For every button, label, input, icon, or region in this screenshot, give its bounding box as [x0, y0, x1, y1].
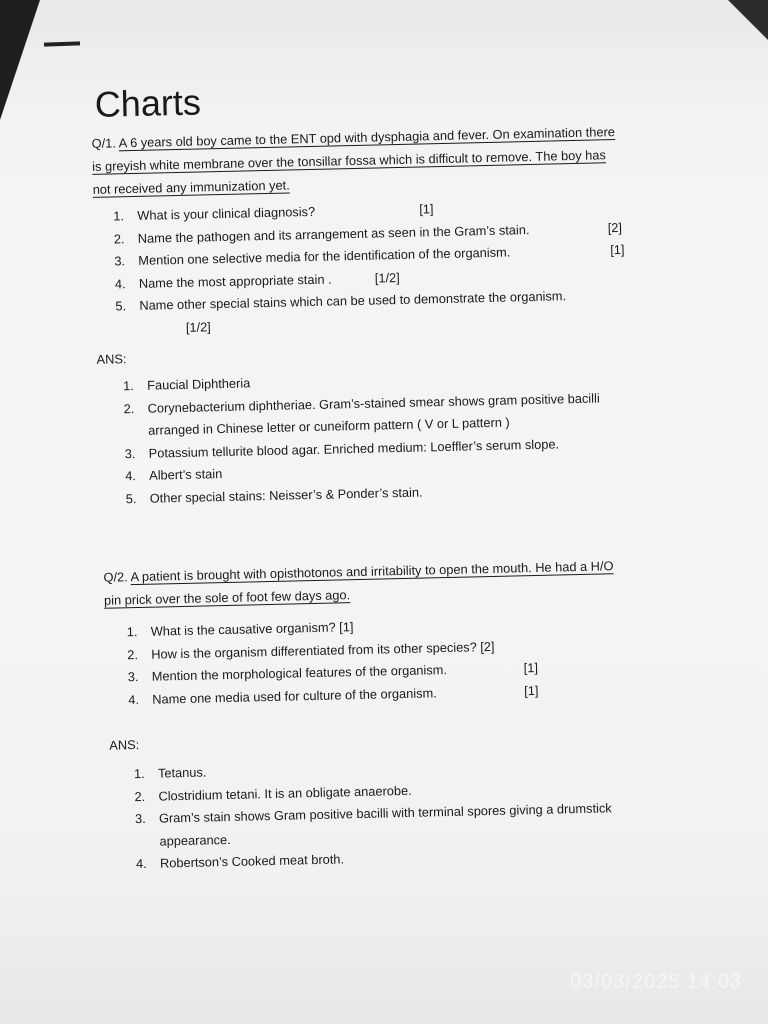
pen-mark: [44, 41, 80, 46]
list-item: appearance.: [159, 831, 231, 849]
q2-questions: [126, 613, 539, 711]
list-item: 2. Corynebacterium diphtheriae. Gram’s-stained smear shows gram positive bacilli: [123, 389, 600, 416]
background-corner-right: [728, 0, 768, 40]
list-item: [1/2]: [185, 318, 211, 335]
list-item: 3. Mention the morphological features of the organism. [1]: [127, 659, 539, 685]
list-item: 2. How is the organism differentiated from its other species? [2]: [127, 638, 495, 662]
q1-line3: not received any immunization yet.: [92, 177, 290, 197]
q1-ans-label: ANS:: [96, 351, 127, 367]
list-item: arranged in Chinese letter or cuneiform pattern ( V or L pattern ): [148, 414, 510, 438]
q2-line2: pin prick over the sole of foot few days ago.: [103, 587, 351, 608]
list-item: 1. What is your clinical diagnosis? [1]: [113, 201, 434, 224]
q2-ans-label: ANS:: [109, 737, 140, 753]
list-item: 3. Mention one selective media for the identification of the organism. [1]: [114, 241, 625, 269]
q1-label: Q/1.: [91, 135, 117, 151]
list-item: 4. Robertson’s Cooked meat broth.: [135, 851, 345, 872]
list-item: 4. Albert’s stain: [125, 466, 223, 484]
q1-line2: is greyish white membrane over the tonsillar fossa which is difficult to remove. The boy has: [92, 147, 607, 174]
q2-line1: A patient is brought with opisthotonos and irritability to open the mouth. He had a H/O: [130, 558, 614, 585]
list-item: 5. Other special stains: Neisser’s & Ponder’s stain.: [125, 484, 423, 506]
q2-label: Q/2.: [103, 569, 128, 585]
list-item: 3. Potassium tellurite blood agar. Enriched medium: Loeffler’s serum slope.: [124, 435, 560, 461]
q2-text: [103, 553, 684, 612]
list-item: 5. Name other special stains which can be used to demonstrate the organism.: [115, 288, 567, 314]
list-item: 1. What is the causative organism? [1]: [126, 619, 354, 640]
page-title: Charts: [94, 81, 202, 125]
list-item: 4. Name the most appropriate stain . [1/2]: [114, 269, 400, 291]
list-item: 3. Gram’s stain shows Gram positive bacilli with terminal spores giving a drumstick: [134, 800, 612, 827]
q2-answers: [134, 752, 613, 875]
list-item: 1. Tetanus.: [133, 764, 207, 782]
q1-text: [91, 119, 672, 201]
timestamp-watermark: 03/03/2025 14:03: [570, 971, 742, 993]
list-item: 2. Clostridium tetani. It is an obligate anaerobe.: [134, 782, 412, 804]
list-item: 2. Name the pathogen and its arrangement as seen in the Gram’s stain. [2]: [113, 219, 623, 246]
q1-questions: [113, 195, 625, 340]
background-corner: [0, 0, 40, 120]
list-item: 1. Faucial Diphtheria: [123, 375, 251, 394]
q1-line1: A 6 years old boy came to the ENT opd with dysphagia and fever. On examination there: [118, 124, 616, 151]
document-content: [88, 56, 688, 872]
list-item: 4. Name one media used for culture of the organism. [1]: [128, 682, 539, 707]
q1-answers: [123, 364, 602, 510]
